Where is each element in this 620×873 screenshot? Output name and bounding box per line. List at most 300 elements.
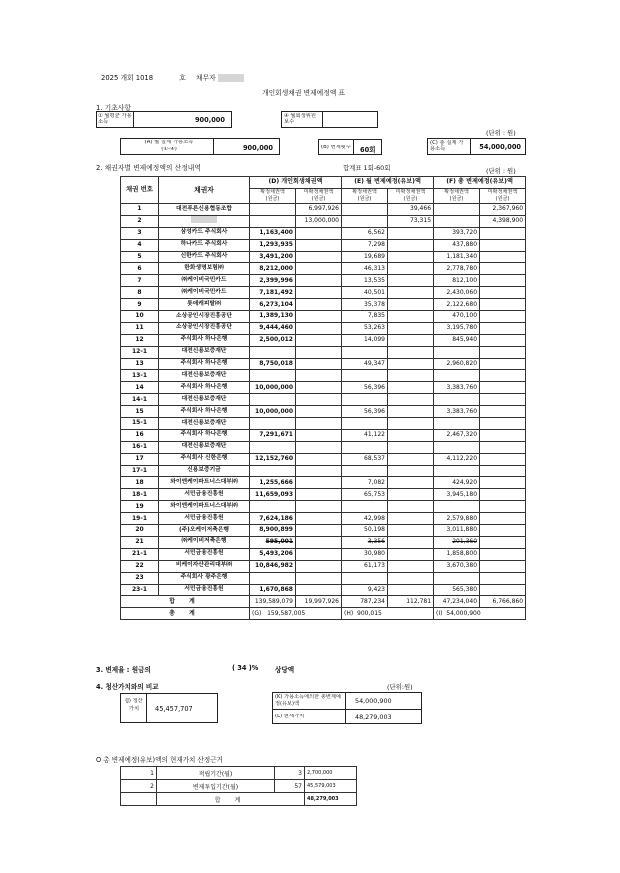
row-e-confirmed xyxy=(342,394,388,406)
row-creditor: 주식회사 하나은행 xyxy=(159,429,250,441)
l-value: 48,279,003 xyxy=(355,714,392,721)
row-no: 22 xyxy=(121,560,159,572)
row-e-unconfirmed xyxy=(388,263,434,275)
total-label: 총 계 xyxy=(121,608,250,620)
row-no: 6 xyxy=(121,263,159,275)
basis-no: 1 xyxy=(121,767,157,780)
row-d-unconfirmed xyxy=(296,560,342,572)
table-row xyxy=(121,299,526,311)
row-f-unconfirmed: 2,367,960 xyxy=(480,204,526,216)
debtor-name-redacted xyxy=(218,74,244,82)
comparison-box xyxy=(272,692,422,724)
row-no: 16-1 xyxy=(121,441,159,453)
row-creditor: 한화생명보험㈜ xyxy=(159,263,250,275)
row-e-unconfirmed xyxy=(388,299,434,311)
field4-box xyxy=(281,111,378,128)
row-creditor: 주식회사 하나은행 xyxy=(159,406,250,418)
row-e-confirmed: 46,313 xyxy=(342,263,388,275)
row-creditor: 대전푸른신용협동조합 xyxy=(159,204,250,216)
row-no: 20 xyxy=(121,525,159,537)
section4-heading: 4. 청산가치와의 비교 xyxy=(96,683,159,691)
row-d-confirmed: 11,659,093 xyxy=(250,489,296,501)
row-d-confirmed: 1,255,666 xyxy=(250,477,296,489)
row-creditor: 주식회사 하나은행 xyxy=(159,334,250,346)
row-d-unconfirmed xyxy=(296,525,342,537)
row-d-confirmed xyxy=(250,370,296,382)
row-d-confirmed: 7,181,492 xyxy=(250,287,296,299)
table-row xyxy=(121,204,526,216)
section4-unit: (단위:원) xyxy=(387,683,413,691)
row-creditor: 삼성카드 주식회사 xyxy=(159,227,250,239)
total-g xyxy=(250,608,342,620)
repay-rate-suffix: 상당액 xyxy=(275,666,295,674)
row-no: 18 xyxy=(121,477,159,489)
row-creditor: (주)오케이저축은행 xyxy=(159,525,250,537)
table-row xyxy=(121,418,526,430)
row-no: 7 xyxy=(121,275,159,287)
row-f-unconfirmed xyxy=(480,465,526,477)
row-e-confirmed: 30,980 xyxy=(342,548,388,560)
row-creditor: 서민금융진흥원 xyxy=(159,584,250,596)
row-f-confirmed: 470,100 xyxy=(434,311,480,323)
sub-header-label: 미확정채권액 xyxy=(487,189,518,196)
row-e-confirmed: 7,835 xyxy=(342,311,388,323)
total-h-value: 900,015 xyxy=(357,609,382,617)
row-f-unconfirmed xyxy=(480,406,526,418)
row-creditor: 와이엔케이파트너스대부㈜ xyxy=(159,501,250,513)
actual-income-value: 900,000 xyxy=(242,144,273,152)
row-e-confirmed: 42,998 xyxy=(342,513,388,525)
row-no: 18-1 xyxy=(121,489,159,501)
row-e-unconfirmed xyxy=(388,584,434,596)
row-e-confirmed: 19,689 xyxy=(342,251,388,263)
row-creditor: 소상공인시장진흥공단 xyxy=(159,322,250,334)
basis-label: 변제투입기간(월) xyxy=(157,780,275,793)
table-row xyxy=(121,429,526,441)
row-creditor: 서민금융진흥원 xyxy=(159,489,250,501)
row-creditor: 대전신용보증재단 xyxy=(159,394,250,406)
row-f-unconfirmed xyxy=(480,477,526,489)
row-creditor: 주식회사 하나은행 xyxy=(159,358,250,370)
row-creditor xyxy=(159,215,250,227)
row-no: 14 xyxy=(121,382,159,394)
row-f-confirmed: 812,100 xyxy=(434,275,480,287)
sum-row xyxy=(121,596,526,608)
row-no: 21-1 xyxy=(121,548,159,560)
row-d-confirmed: 10,846,982 xyxy=(250,560,296,572)
table-row xyxy=(121,239,526,251)
row-e-confirmed: 56,396 xyxy=(342,406,388,418)
row-e-confirmed: 7,082 xyxy=(342,477,388,489)
total-row xyxy=(121,608,526,620)
row-f-confirmed: 3,383,760 xyxy=(434,406,480,418)
row-e-unconfirmed xyxy=(388,513,434,525)
debtor-label: 채무자 xyxy=(195,74,216,82)
row-no: 19 xyxy=(121,501,159,513)
row-e-confirmed: 14,099 xyxy=(342,334,388,346)
row-no: 13 xyxy=(121,358,159,370)
row-d-unconfirmed xyxy=(296,370,342,382)
row-e-unconfirmed: 39,466 xyxy=(388,204,434,216)
row-e-unconfirmed xyxy=(388,465,434,477)
case-number xyxy=(101,74,244,82)
row-f-unconfirmed xyxy=(480,560,526,572)
table-row xyxy=(121,536,526,548)
row-d-unconfirmed xyxy=(296,275,342,287)
row-d-confirmed: 6,273,104 xyxy=(250,299,296,311)
row-no: 15-1 xyxy=(121,418,159,430)
monthly-income-value: 900,000 xyxy=(194,116,225,124)
row-d-unconfirmed xyxy=(296,406,342,418)
row-d-unconfirmed xyxy=(296,227,342,239)
basis-label: 적립기간(월) xyxy=(157,767,275,780)
liquidation-box xyxy=(120,693,218,723)
row-d-unconfirmed xyxy=(296,334,342,346)
row-d-confirmed xyxy=(250,465,296,477)
row-e-unconfirmed xyxy=(388,334,434,346)
monthly-income-box xyxy=(96,111,232,128)
table-row xyxy=(121,441,526,453)
table-row xyxy=(121,287,526,299)
row-e-confirmed: 50,198 xyxy=(342,525,388,537)
sum-label: 합 계 xyxy=(121,596,250,608)
row-creditor: 서민금융진흥원 xyxy=(159,548,250,560)
row-no: 8 xyxy=(121,287,159,299)
table-row xyxy=(121,584,526,596)
row-d-unconfirmed xyxy=(296,358,342,370)
sub-header-unit: (원금) xyxy=(449,195,464,202)
row-e-unconfirmed xyxy=(388,560,434,572)
sub-header-e-confirmed xyxy=(342,188,388,203)
row-f-confirmed xyxy=(434,346,480,358)
row-f-unconfirmed xyxy=(480,513,526,525)
row-f-confirmed: 1,858,800 xyxy=(434,548,480,560)
row-no: 16 xyxy=(121,429,159,441)
row-e-confirmed xyxy=(342,441,388,453)
row-f-unconfirmed xyxy=(480,501,526,513)
sum-e2: 112,781 xyxy=(388,596,434,608)
summary-label: 합계표 1회-60회 xyxy=(343,164,391,172)
creditor-name-redacted xyxy=(191,216,217,223)
row-no: 15 xyxy=(121,406,159,418)
col-header-f: (F) 총 변제예정(유보)액 xyxy=(434,177,526,189)
row-e-unconfirmed xyxy=(388,572,434,584)
sub-header-label: 확정채권액 xyxy=(260,189,285,196)
row-creditor: 대전신용보증재단 xyxy=(159,346,250,358)
row-no: 5 xyxy=(121,251,159,263)
row-d-confirmed: 8,750,018 xyxy=(250,358,296,370)
col-header-no: 채권 번호 xyxy=(121,177,159,204)
row-creditor: 와이엔케이파트너스대부㈜ xyxy=(159,477,250,489)
row-creditor: 대전신용보증재단 xyxy=(159,441,250,453)
basis-months: 57 xyxy=(275,780,305,793)
row-f-unconfirmed xyxy=(480,429,526,441)
row-f-confirmed: 3,195,780 xyxy=(434,322,480,334)
row-e-confirmed: 7,298 xyxy=(342,239,388,251)
row-no: 23 xyxy=(121,572,159,584)
row-creditor: 하나카드 주식회사 xyxy=(159,239,250,251)
row-e-confirmed xyxy=(342,465,388,477)
row-d-unconfirmed xyxy=(296,251,342,263)
row-d-confirmed xyxy=(250,346,296,358)
sub-header-f-confirmed xyxy=(434,188,480,203)
row-f-unconfirmed xyxy=(480,489,526,501)
table-row xyxy=(121,251,526,263)
basis-row xyxy=(121,780,357,793)
basis-body xyxy=(121,767,357,793)
table-row xyxy=(121,322,526,334)
basis-value: 2,700,000 xyxy=(305,767,357,780)
sum-e1: 787,234 xyxy=(342,596,388,608)
row-creditor: ㈜케이비국민카드 xyxy=(159,275,250,287)
row-d-confirmed: 5,493,206 xyxy=(250,548,296,560)
repay-count-box xyxy=(318,139,382,155)
row-f-unconfirmed xyxy=(480,287,526,299)
row-f-confirmed xyxy=(434,418,480,430)
table-row xyxy=(121,346,526,358)
row-d-unconfirmed xyxy=(296,394,342,406)
total-h xyxy=(342,608,434,620)
table-row xyxy=(121,275,526,287)
row-f-unconfirmed xyxy=(480,358,526,370)
sum-f1: 47,234,040 xyxy=(434,596,480,608)
row-f-unconfirmed xyxy=(480,322,526,334)
row-d-unconfirmed xyxy=(296,489,342,501)
row-e-confirmed xyxy=(342,370,388,382)
row-creditor: 소상공인시장진흥공단 xyxy=(159,311,250,323)
row-d-confirmed xyxy=(250,204,296,216)
row-no: 11 xyxy=(121,322,159,334)
liquidation-value: 45,457,707 xyxy=(155,706,193,713)
row-no: 3 xyxy=(121,227,159,239)
sub-header-unit: (원금) xyxy=(311,195,326,202)
row-e-unconfirmed xyxy=(388,525,434,537)
row-d-unconfirmed xyxy=(296,346,342,358)
table-row xyxy=(121,453,526,465)
row-d-unconfirmed: 6,997,926 xyxy=(296,204,342,216)
row-creditor: 서민금융진흥원 xyxy=(159,513,250,525)
sub-header-label: 미확정채권액 xyxy=(303,189,334,196)
total-g-value: 159,587,005 xyxy=(267,609,306,617)
row-creditor: 신한카드 주식회사 xyxy=(159,251,250,263)
row-e-confirmed xyxy=(342,204,388,216)
row-d-unconfirmed xyxy=(296,465,342,477)
row-f-unconfirmed xyxy=(480,263,526,275)
row-f-unconfirmed xyxy=(480,227,526,239)
row-no: 12 xyxy=(121,334,159,346)
row-e-confirmed: 41,122 xyxy=(342,429,388,441)
section5-heading: O 총 변제예정(유보)액의 현재가치 산정근거 xyxy=(96,756,224,764)
row-no: 4 xyxy=(121,239,159,251)
row-e-unconfirmed xyxy=(388,536,434,548)
row-e-confirmed: 68,537 xyxy=(342,453,388,465)
row-e-unconfirmed xyxy=(388,227,434,239)
row-no: 2 xyxy=(121,215,159,227)
row-f-unconfirmed xyxy=(480,418,526,430)
table-row xyxy=(121,489,526,501)
row-d-confirmed: 10,000,000 xyxy=(250,382,296,394)
row-f-confirmed xyxy=(434,465,480,477)
row-e-unconfirmed xyxy=(388,251,434,263)
sub-header-e-unconfirmed xyxy=(388,188,434,203)
row-d-confirmed: 1,163,400 xyxy=(250,227,296,239)
row-d-unconfirmed xyxy=(296,322,342,334)
row-d-confirmed: 2,399,996 xyxy=(250,275,296,287)
basis-sum-row xyxy=(121,793,357,806)
row-d-confirmed: 3,491,200 xyxy=(250,251,296,263)
table-row xyxy=(121,406,526,418)
sub-header-unit: (원금) xyxy=(357,195,372,202)
row-d-confirmed xyxy=(250,572,296,584)
total-i-label: (I) xyxy=(436,609,443,617)
row-e-confirmed: 40,501 xyxy=(342,287,388,299)
row-e-unconfirmed xyxy=(388,501,434,513)
row-e-confirmed: 53,263 xyxy=(342,322,388,334)
repay-rate: ( 34 )% xyxy=(232,664,259,672)
row-e-unconfirmed xyxy=(388,287,434,299)
row-no: 19-1 xyxy=(121,513,159,525)
basis-no: 2 xyxy=(121,780,157,793)
basis-sum-label: 합 계 xyxy=(157,793,305,806)
repay-count-label: (B) 변제횟수 xyxy=(321,145,351,150)
row-e-unconfirmed: 73,315 xyxy=(388,215,434,227)
table-row xyxy=(121,311,526,323)
row-d-unconfirmed xyxy=(296,311,342,323)
row-e-confirmed: 6,562 xyxy=(342,227,388,239)
row-d-unconfirmed xyxy=(296,239,342,251)
row-e-confirmed: 49,347 xyxy=(342,358,388,370)
row-f-confirmed xyxy=(434,441,480,453)
row-d-unconfirmed xyxy=(296,548,342,560)
row-e-confirmed: 56,396 xyxy=(342,382,388,394)
row-e-unconfirmed xyxy=(388,418,434,430)
row-f-confirmed: 2,122,680 xyxy=(434,299,480,311)
row-f-confirmed xyxy=(434,204,480,216)
row-f-confirmed: 3,945,180 xyxy=(434,489,480,501)
row-d-confirmed: 7,624,186 xyxy=(250,513,296,525)
section3-heading: 3. 변제율 : 원금의 xyxy=(96,666,151,674)
row-e-unconfirmed xyxy=(388,239,434,251)
row-creditor: ㈜케이비국민카드 xyxy=(159,287,250,299)
total-income-label: (C) 총 실제 가용소득 xyxy=(430,140,464,153)
row-f-confirmed xyxy=(434,370,480,382)
row-e-unconfirmed xyxy=(388,441,434,453)
row-no: 14-1 xyxy=(121,394,159,406)
sub-header-f-unconfirmed xyxy=(480,188,526,203)
row-d-confirmed: 595,001 xyxy=(250,536,296,548)
row-d-confirmed xyxy=(250,441,296,453)
liquidation-label: (J) 청산 가치 xyxy=(125,698,143,712)
row-d-confirmed: 1,293,935 xyxy=(250,239,296,251)
row-no: 1 xyxy=(121,204,159,216)
row-e-unconfirmed xyxy=(388,477,434,489)
row-d-confirmed xyxy=(250,394,296,406)
total-h-label: (H) xyxy=(344,609,354,617)
row-d-unconfirmed xyxy=(296,441,342,453)
repay-count-value: 60회 xyxy=(360,146,376,154)
repayment-table xyxy=(120,176,526,620)
table-row xyxy=(121,370,526,382)
sum-f2: 6,766,860 xyxy=(480,596,526,608)
row-e-confirmed xyxy=(342,215,388,227)
section1-unit: (단위 : 원) xyxy=(486,129,516,137)
sum-d1: 139,589,079 xyxy=(250,596,296,608)
row-e-confirmed: 13,535 xyxy=(342,275,388,287)
sub-header-unit: (원금) xyxy=(265,195,280,202)
row-f-unconfirmed xyxy=(480,584,526,596)
row-creditor: 주식회사 하나은행 xyxy=(159,382,250,394)
row-no: 23-1 xyxy=(121,584,159,596)
row-f-confirmed: 393,720 xyxy=(434,227,480,239)
sub-header-label: 미확정채권액 xyxy=(395,189,426,196)
k-value: 54,000,900 xyxy=(355,698,392,705)
document-title: 개인회생채권 변제예정액 표 xyxy=(262,89,346,97)
row-f-confirmed: 2,960,820 xyxy=(434,358,480,370)
row-f-unconfirmed xyxy=(480,382,526,394)
col-header-creditor: 채권자 xyxy=(159,177,250,204)
row-f-confirmed: 437,880 xyxy=(434,239,480,251)
sub-header-d-unconfirmed xyxy=(296,188,342,203)
row-d-confirmed xyxy=(250,418,296,430)
row-d-confirmed: 10,000,000 xyxy=(250,406,296,418)
sub-header-unit: (원금) xyxy=(403,195,418,202)
case-year: 2025 개회 1018 xyxy=(101,74,154,82)
case-no-label: 호 xyxy=(179,74,186,82)
row-d-confirmed: 12,152,760 xyxy=(250,453,296,465)
basis-value: 45,579,003 xyxy=(305,780,357,793)
row-d-unconfirmed xyxy=(296,536,342,548)
row-f-confirmed xyxy=(434,501,480,513)
total-income-box xyxy=(427,138,526,155)
row-d-unconfirmed xyxy=(296,513,342,525)
row-no: 21 xyxy=(121,536,159,548)
row-f-confirmed: 2,579,880 xyxy=(434,513,480,525)
row-creditor: 대전신용보증재단 xyxy=(159,370,250,382)
table-row xyxy=(121,358,526,370)
section2-heading: 2. 채권자별 변제예정액의 산정내역 xyxy=(96,164,201,172)
table-row xyxy=(121,382,526,394)
table-row xyxy=(121,215,526,227)
row-f-unconfirmed xyxy=(480,334,526,346)
row-d-confirmed: 1,670,868 xyxy=(250,584,296,596)
table-body xyxy=(121,204,526,596)
row-e-confirmed: 35,378 xyxy=(342,299,388,311)
row-d-unconfirmed xyxy=(296,477,342,489)
row-f-unconfirmed xyxy=(480,311,526,323)
row-f-confirmed: 3,011,880 xyxy=(434,525,480,537)
table-row xyxy=(121,525,526,537)
sub-header-d-confirmed xyxy=(250,188,296,203)
row-d-unconfirmed xyxy=(296,287,342,299)
actual-income-label: (A) 월 실제 가용소득 xyxy=(144,140,194,145)
basis-sum-empty xyxy=(121,793,157,806)
table-row xyxy=(121,465,526,477)
row-d-unconfirmed xyxy=(296,572,342,584)
field4-label: ④ 월회생위원 보수 xyxy=(284,113,317,126)
row-e-confirmed xyxy=(342,572,388,584)
row-e-confirmed xyxy=(342,418,388,430)
row-no: 17-1 xyxy=(121,465,159,477)
row-d-confirmed: 7,291,671 xyxy=(250,429,296,441)
row-d-unconfirmed: 13,000,000 xyxy=(296,215,342,227)
row-e-unconfirmed xyxy=(388,358,434,370)
row-e-unconfirmed xyxy=(388,346,434,358)
row-creditor: 대전신용보증재단 xyxy=(159,418,250,430)
row-no: 10 xyxy=(121,311,159,323)
row-d-unconfirmed xyxy=(296,453,342,465)
sub-header-unit: (원금) xyxy=(495,195,510,202)
row-f-unconfirmed xyxy=(480,346,526,358)
